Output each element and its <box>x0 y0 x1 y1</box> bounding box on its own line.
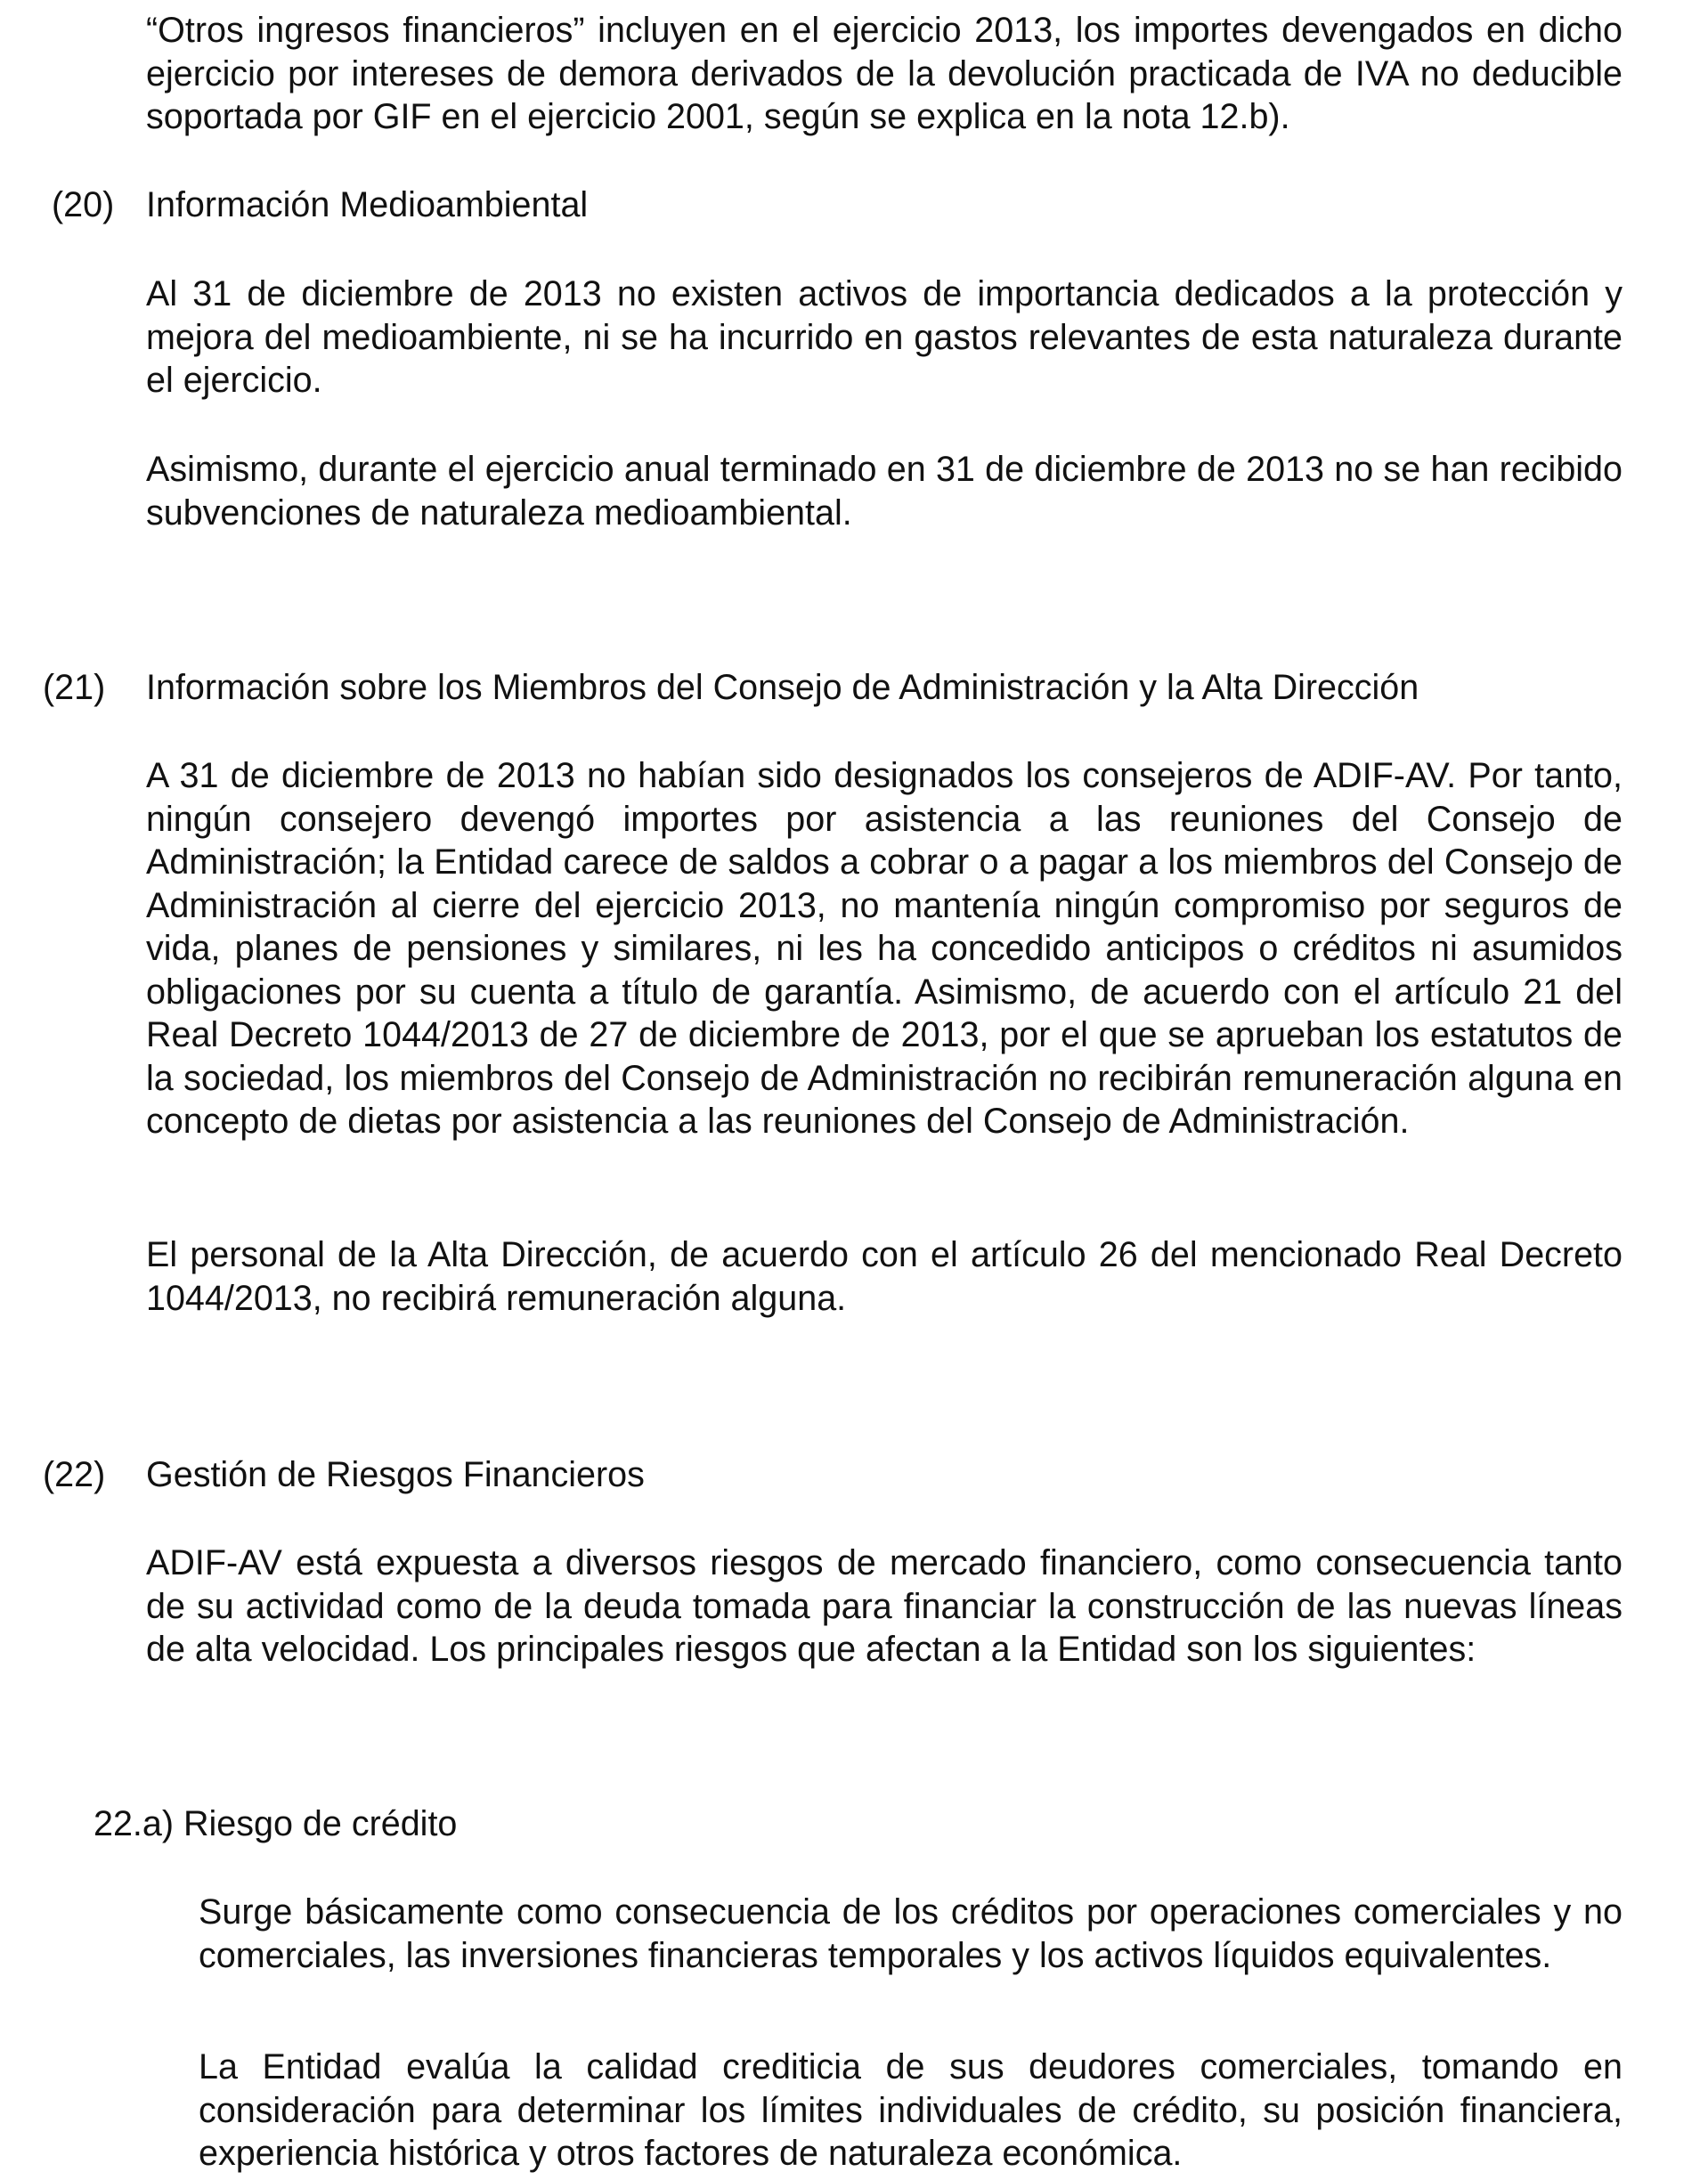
section-20-title: Información Medioambiental <box>146 185 589 224</box>
section-21-paragraph-1: A 31 de diciembre de 2013 no habían sido designados los consejeros de ADIF-AV. Por tanto, ningún consejero devengó importes por asistencia a las reuniones del Consejo de Administración; la Entidad carece de saldos a cobrar o a pagar a los miembros del Consejo de Administración al cierre del ejercicio 2013, no mantenía ningún compromiso por seguros de vida, planes de pensiones y similares, ni les ha concedido anticipos o créditos ni asumidos obligaciones por su cuenta a título de garantía. Asimismo, de acuerdo con el artículo 21 del Real Decreto 1044/2013 de 27 de diciembre de 2013, por el que se aprueban los estatutos de la sociedad, los miembros del Consejo de Administración no recibirán remuneración alguna en concepto de dietas por asistencia a las reuniones del Consejo de Administración. <box>146 756 1623 1141</box>
section-21-paragraph-2: El personal de la Alta Dirección, de acuerdo con el artículo 26 del mencionado Real Decreto 1044/2013, no recibirá remuneración alguna. <box>146 1235 1623 1318</box>
section-21-number: (21) <box>43 668 106 707</box>
section-20-paragraph-1: Al 31 de diciembre de 2013 no existen activos de importancia dedicados a la protección y mejora del medioambiente, ni se ha incurrido en gastos relevantes de esta naturaleza durante el ejercicio. <box>146 274 1623 400</box>
intro-paragraph: “Otros ingresos financieros” incluyen en el ejercicio 2013, los importes devengados en dicho ejercicio por intereses de demora derivados de la devolución practicada de IVA no deducible soportada por GIF en el ejercicio 2001, según se explica en la nota 12.b). <box>146 11 1623 136</box>
section-20-number: (20) <box>52 185 115 224</box>
section-22-title: Gestión de Riesgos Financieros <box>146 1455 645 1494</box>
section-21-title: Información sobre los Miembros del Consejo de Administración y la Alta Dirección <box>146 668 1419 707</box>
section-22-number: (22) <box>43 1455 106 1494</box>
subsection-22a-paragraph-1: Surge básicamente como consecuencia de los créditos por operaciones comerciales y no comerciales, las inversiones financieras temporales y los activos líquidos equivalentes. <box>199 1892 1623 1975</box>
subsection-22a-heading: 22.a) Riesgo de crédito <box>94 1804 458 1843</box>
section-20-paragraph-2: Asimismo, durante el ejercicio anual terminado en 31 de diciembre de 2013 no se han recibido subvenciones de naturaleza medioambiental. <box>146 450 1623 533</box>
subsection-22a-paragraph-2: La Entidad evalúa la calidad crediticia de sus deudores comerciales, tomando en consideración para determinar los límites individuales de crédito, su posición financiera, experiencia histórica y otros factores de naturaleza económica. <box>199 2047 1623 2173</box>
section-22-paragraph-1: ADIF-AV está expuesta a diversos riesgos de mercado financiero, como consecuencia tanto de su actividad como de la deuda tomada para financiar la construcción de las nuevas líneas de alta velocidad. Los principales riesgos que afectan a la Entidad son los siguientes: <box>146 1543 1623 1669</box>
